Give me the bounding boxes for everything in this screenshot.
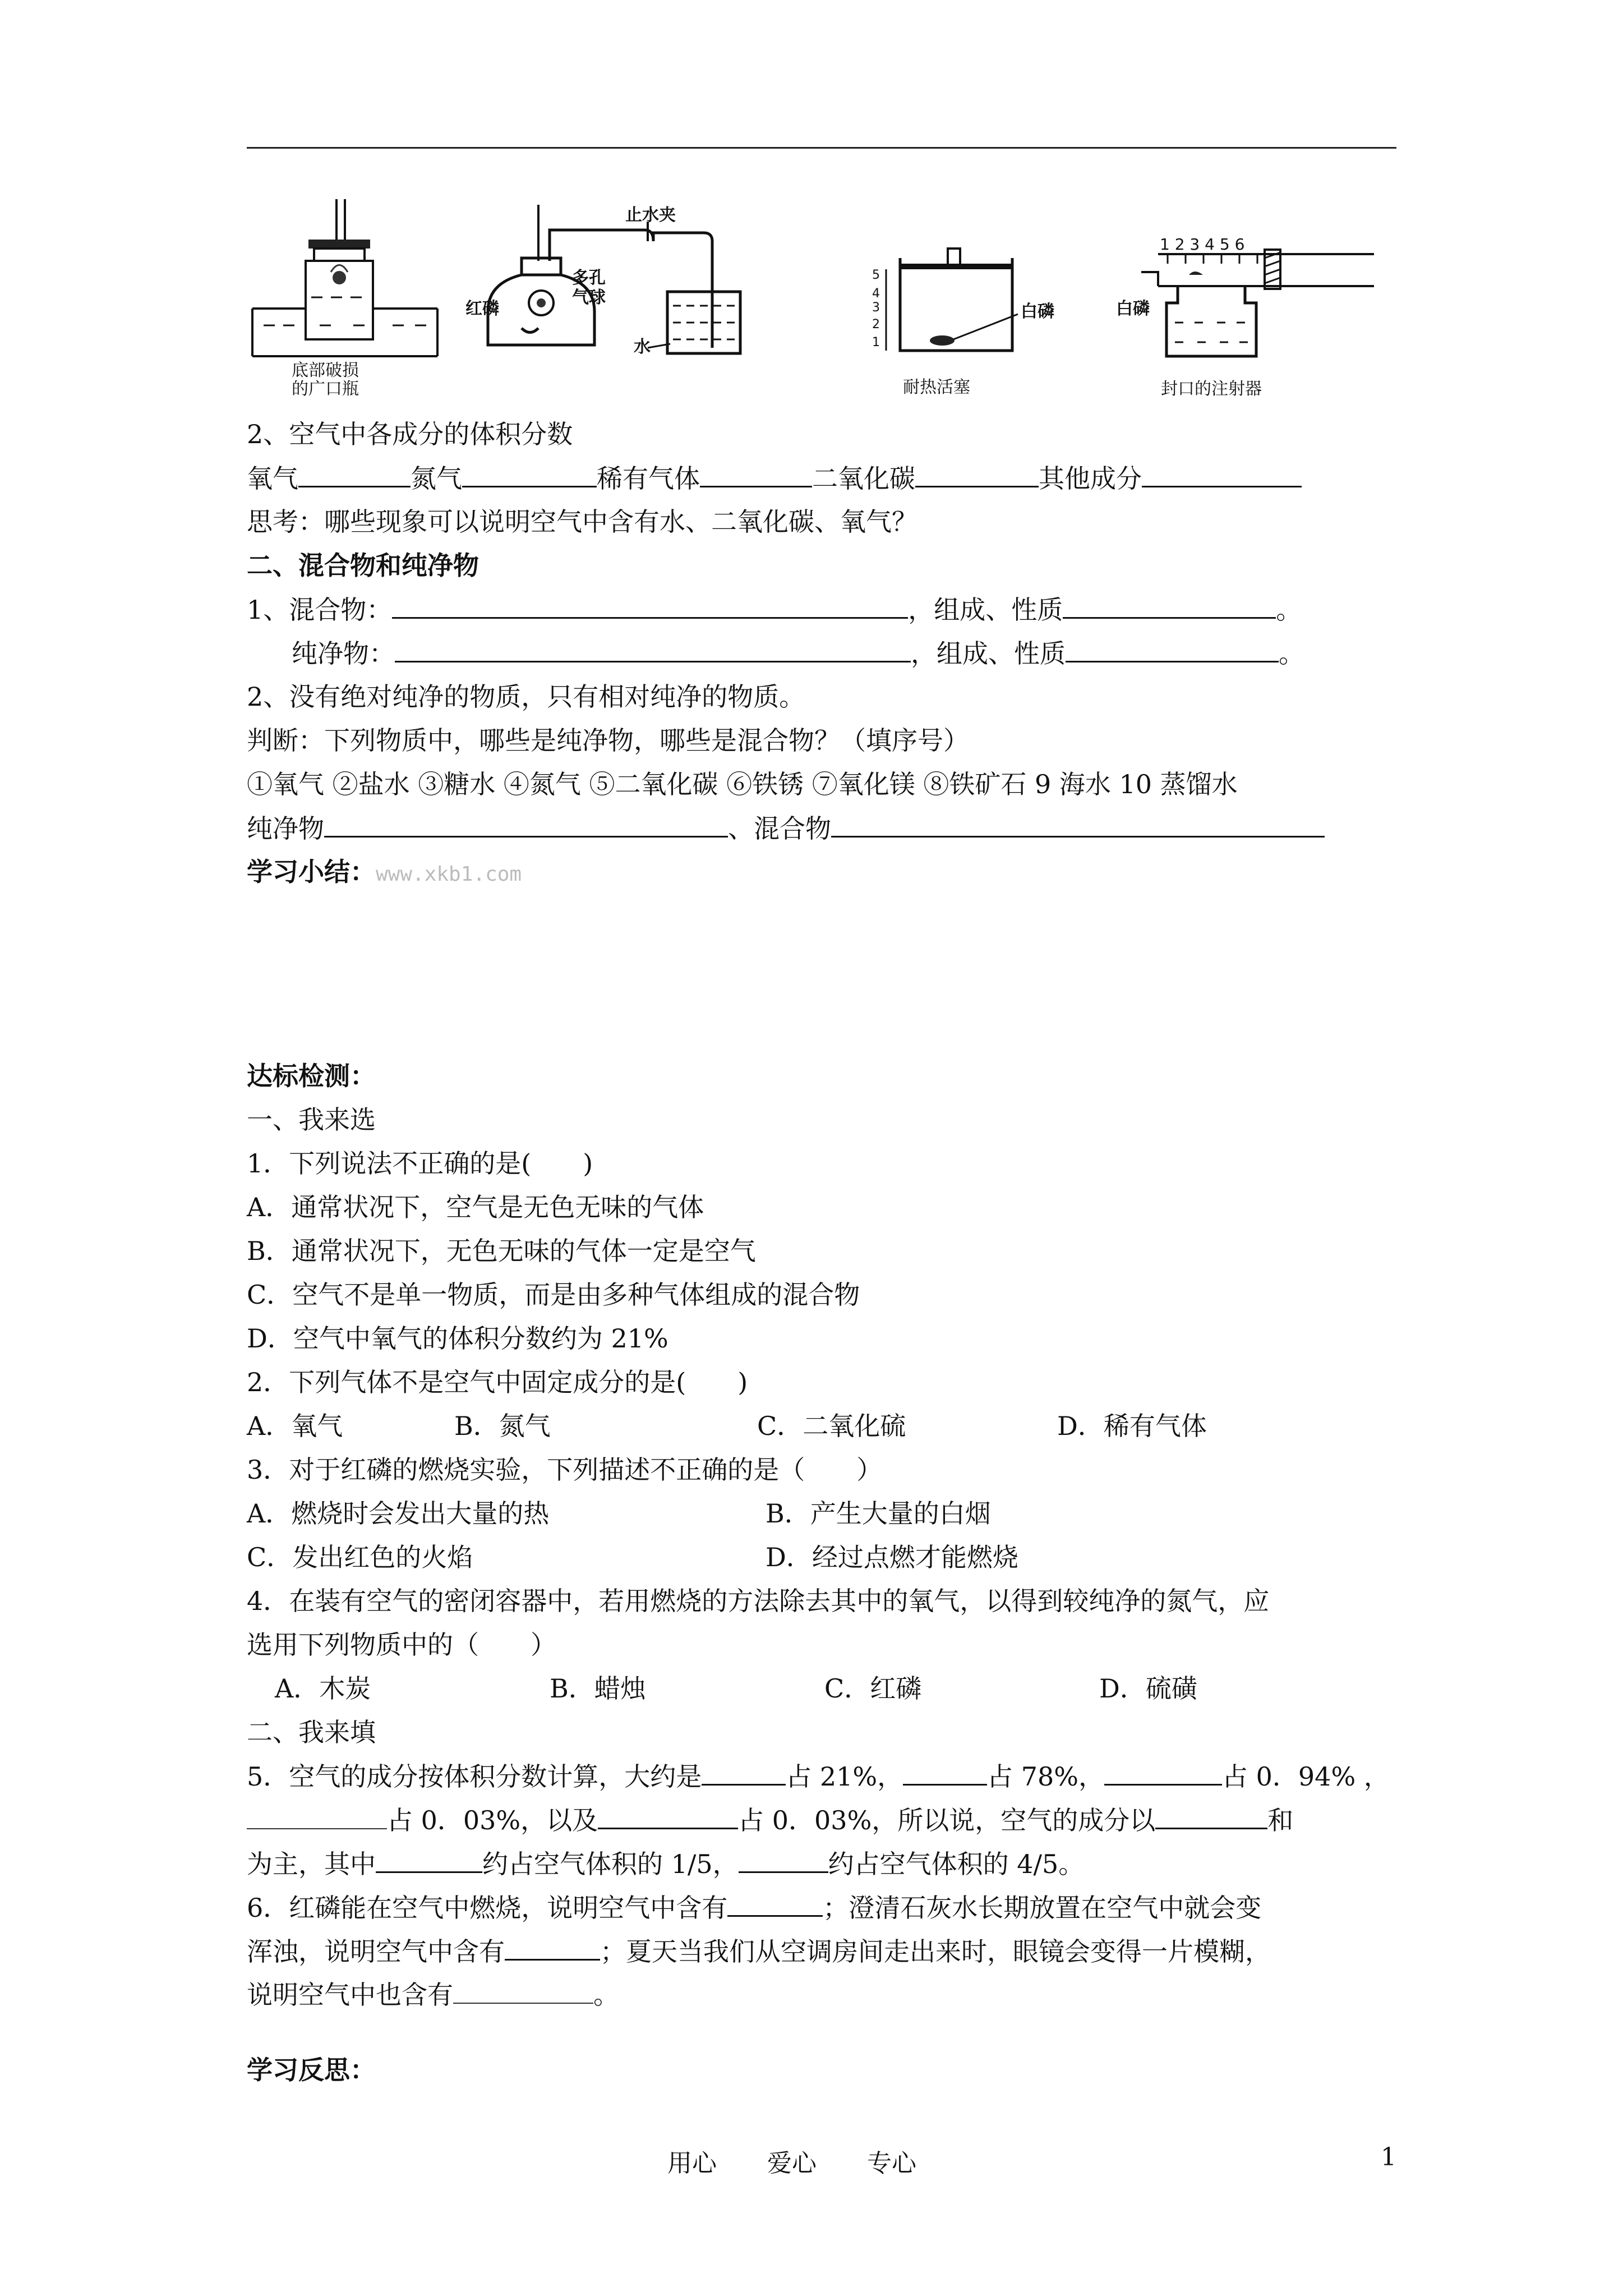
svg-text:4: 4 — [872, 287, 880, 301]
pure-answer-blank[interactable] — [324, 811, 728, 838]
question-5-line2: 占 0．03%，以及 占 0．03%，所以说，空气的成分以 和 — [247, 1803, 1293, 1837]
q6-blank-1[interactable] — [727, 1890, 823, 1917]
fig3-phosphorus-label: 白磷 — [1021, 302, 1054, 321]
mixture-comp-label: ，组成、性质 — [908, 595, 1063, 625]
q1-option-b: B．通常状况下，无色无味的气体一定是空气 — [247, 1236, 756, 1266]
fig2-phosphorus-label: 红磷 — [465, 299, 499, 319]
question-6-line3: 说明空气中也含有 。 — [247, 1978, 619, 2012]
judge-answers — [247, 811, 1325, 845]
summary-heading — [247, 855, 522, 891]
svg-text:3: 3 — [872, 301, 880, 315]
figure-piston-cylinder — [869, 194, 1077, 401]
question-4-line2: 选用下列物质中的（ ） — [247, 1630, 556, 1660]
figure-broken-jar — [247, 194, 449, 401]
q5-blank-2[interactable] — [903, 1759, 987, 1786]
footer-slogan — [667, 2143, 967, 2179]
mixture-def-blank[interactable] — [392, 592, 908, 619]
q3-option-a: A．燃烧时会发出大量的热 — [247, 1498, 550, 1529]
q5-blank-5[interactable] — [598, 1803, 738, 1829]
co2-blank[interactable] — [915, 461, 1039, 487]
q2-option-a: A．氧气 — [247, 1411, 343, 1441]
choose-section-title: 一、我来选 — [247, 1105, 376, 1135]
q4-option-c: C．红磷 — [824, 1673, 922, 1704]
question-5-line1: 5．空气的成分按体积分数计算，大约是 占 21%， 占 78%， 占 0．94% ， — [247, 1759, 1390, 1793]
question-6-line2: 浑浊，说明空气中含有 ；夏天当我们从空调房间走出来时，眼镜会变得一片模糊， — [247, 1934, 1271, 1968]
question-4-line1: 4．在装有空气的密闭容器中，若用燃烧的方法除去其中的氧气，以得到较纯净的氮气，应 — [247, 1586, 1270, 1616]
fig4-phosphorus-label: 白磷 — [1116, 299, 1150, 319]
fill-section-title: 二、我来填 — [247, 1717, 376, 1747]
mix-answer-label: 、混合物 — [728, 813, 831, 844]
judge-instruction: 判断：下列物质中，哪些是纯净物，哪些是混合物？（填序号） — [247, 725, 969, 756]
pure-comp-label: ，组成、性质 — [911, 638, 1066, 669]
watermark: www.xkb1.com — [376, 863, 522, 886]
pure-def-blank[interactable] — [395, 636, 911, 662]
mixture-definition: 1、混合物： ，组成、性质 。 — [247, 592, 1302, 627]
figure-red-phosphorus-apparatus — [465, 194, 757, 362]
svg-text:5: 5 — [872, 268, 880, 282]
fig2-balloon-label-2: 气球 — [572, 288, 606, 307]
fig3-caption: 耐热活塞 — [903, 378, 970, 397]
q3-options-ab — [247, 1497, 991, 1530]
fig2-clamp-label: 止水夹 — [625, 205, 676, 225]
fig2-balloon-label-1: 多孔 — [572, 268, 606, 288]
q1-option-d: D．空气中氧气的体积分数约为 21% — [247, 1323, 668, 1354]
fig1-caption-line1: 底部破损 — [292, 361, 359, 380]
question-5-line3: 为主，其中 约占空气体积的 1/5， 约占空气体积的 4/5。 — [247, 1847, 1084, 1881]
mix-answer-blank[interactable] — [831, 811, 1325, 838]
question-1: 1．下列说法不正确的是( ) — [247, 1148, 593, 1179]
section-volume-fraction-title: 2、空气中各成分的体积分数 — [247, 419, 573, 449]
oxygen-label: 氧气 — [247, 463, 298, 494]
svg-text:2: 2 — [872, 318, 880, 332]
fig3-scale — [872, 268, 880, 349]
q2-option-d: D．稀有气体 — [1057, 1411, 1207, 1441]
noble-gas-blank[interactable] — [700, 461, 812, 487]
q4-option-d: D．硫磺 — [1099, 1673, 1197, 1704]
fig1-caption-line2: 的广口瓶 — [292, 379, 359, 399]
fig2-water-label: 水 — [634, 337, 651, 357]
pure-comp-blank[interactable] — [1066, 636, 1279, 662]
pure-label: 纯净物： — [292, 638, 395, 669]
q3-option-b: B．产生大量的白烟 — [766, 1498, 991, 1529]
co2-label: 二氧化碳 — [812, 463, 915, 494]
q5-blank-8[interactable] — [739, 1847, 828, 1873]
reflection-heading: 学习反思： — [247, 2055, 376, 2085]
question-6-line1: 6．红磷能在空气中燃烧，说明空气中含有 ；澄清石灰水长期放置在空气中就会变 — [247, 1890, 1261, 1925]
noble-gas-label: 稀有气体 — [597, 463, 700, 494]
pure-definition: 纯净物： ，组成、性质 。 — [292, 636, 1304, 670]
summary-label: 学习小结： — [247, 857, 376, 887]
svg-text:1: 1 — [872, 335, 880, 349]
nitrogen-label: 氮气 — [411, 463, 462, 494]
q2-option-c: C．二氧化硫 — [757, 1411, 906, 1441]
q3-option-d: D．经过点燃才能燃烧 — [766, 1542, 1018, 1572]
q1-option-a: A．通常状况下，空气是无色无味的气体 — [247, 1192, 704, 1222]
fig4-caption: 封口的注射器 — [1161, 379, 1262, 399]
q1-option-c: C．空气不是单一物质，而是由多种气体组成的混合物 — [247, 1280, 860, 1310]
header-rule — [247, 147, 1396, 149]
q5-blank-7[interactable] — [376, 1847, 482, 1873]
q6-blank-3[interactable] — [453, 1978, 593, 2004]
volume-fraction-blanks — [247, 461, 1302, 495]
part2-title: 二、混合物和纯净物 — [247, 550, 479, 581]
nitrogen-blank[interactable] — [462, 461, 597, 487]
q5-blank-4[interactable] — [247, 1803, 387, 1829]
footer-item-3: 专心 — [867, 2149, 916, 2178]
test-title: 达标检测： — [247, 1061, 376, 1091]
q3-options-cd — [247, 1540, 1018, 1574]
other-label: 其他成分 — [1039, 463, 1142, 494]
q3-option-c: C．发出红色的火焰 — [247, 1542, 473, 1572]
q2-options — [247, 1409, 1207, 1443]
mixture-comp-blank[interactable] — [1063, 592, 1276, 619]
mixture-label: 1、混合物： — [247, 595, 393, 625]
q4-options — [275, 1672, 1197, 1705]
q5-blank-6[interactable] — [1155, 1803, 1267, 1829]
judge-items: ①氧气 ②盐水 ③糖水 ④氮气 ⑤二氧化碳 ⑥铁锈 ⑦氧化镁 ⑧铁矿石 9 海水 10 蒸馏水 — [247, 769, 1238, 799]
q4-option-a: A．木炭 — [275, 1673, 371, 1704]
pure-answer-label: 纯净物 — [247, 813, 324, 844]
think-question: 思考：哪些现象可以说明空气中含有水、二氧化碳、氧气？ — [247, 507, 917, 537]
q5-blank-1[interactable] — [702, 1759, 786, 1786]
question-2: 2．下列气体不是空气中固定成分的是( ) — [247, 1367, 748, 1397]
fig4-scale: 1 2 3 4 5 6 — [1160, 235, 1245, 254]
q6-blank-2[interactable] — [505, 1934, 600, 1961]
oxygen-blank[interactable] — [298, 461, 411, 487]
question-3: 3．对于红磷的燃烧实验，下列描述不正确的是（ ） — [247, 1455, 883, 1485]
other-blank[interactable] — [1142, 461, 1302, 487]
experiment-figures — [241, 194, 1374, 407]
footer-item-2: 爱心 — [767, 2149, 817, 2178]
relative-purity-note: 2、没有绝对纯净的物质，只有相对纯净的物质。 — [247, 682, 805, 712]
figure-sealed-syringe — [1116, 194, 1374, 401]
q2-option-b: B．氮气 — [454, 1411, 551, 1441]
footer-item-1: 用心 — [667, 2149, 717, 2178]
q4-option-b: B．蜡烛 — [550, 1673, 646, 1704]
page-number: 1 — [1381, 2143, 1396, 2171]
q5-blank-3[interactable] — [1104, 1759, 1222, 1786]
